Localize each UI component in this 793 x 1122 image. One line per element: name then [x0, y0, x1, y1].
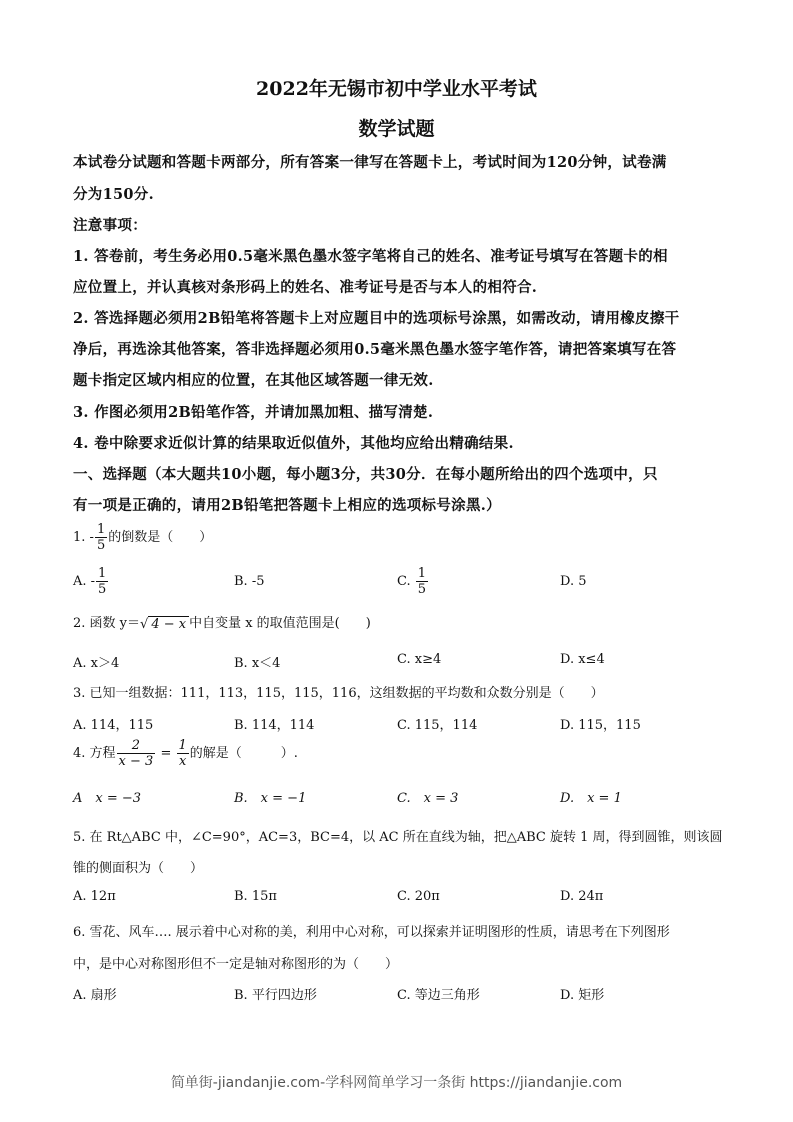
q2-option-b: B. x＜4: [234, 656, 281, 671]
q4-option-d: D. x = 1: [560, 791, 622, 806]
q2-option-c: C. x≥4: [397, 652, 442, 667]
q6-option-d: D. 矩形: [560, 988, 605, 1003]
q6-option-b: B. 平行四边形: [234, 988, 317, 1003]
q1-option-c: C. $\frac{1}{5}$: [397, 566, 427, 597]
question-4: 4. 方程 $\frac{2}{x - 3}$ = $\frac{1}{x}$ 的解是（ ）.: [73, 738, 298, 769]
q5-option-b: B. 15π: [234, 889, 277, 904]
question-6-line-2: 中，是中心对称图形但不一定是轴对称图形的为（ ）: [73, 957, 399, 972]
q1-option-d: D. 5: [560, 574, 587, 589]
question-6-line-1: 6. 雪花、风车…. 展示着中心对称的美，利用中心对称，可以探索并证明图形的性质，请思考在下列图形: [73, 925, 670, 940]
q4-option-b: B. x = −1: [234, 791, 307, 806]
q3-option-a: A. 114，115: [73, 718, 154, 733]
q4-option-c: C. x = 3: [397, 791, 459, 806]
q3-option-b: B. 114，114: [234, 718, 315, 733]
question-5-line-1: 5. 在 Rt△ABC 中，∠C=90°，AC=3，BC=4，以 AC 所在直线为轴，把△ABC 旋转 1 周，得到圆锥，则该圆: [73, 830, 723, 845]
q4-option-a: A x = −3: [73, 791, 142, 806]
question-1: [73, 522, 212, 553]
notice-item: 净后，再选涂其他答案，答非选择题必须用0.5毫米黑色墨水签字笔作答，请把答案填写在答: [73, 341, 677, 358]
q5-option-c: C. 20π: [397, 889, 440, 904]
question-3: 3. 已知一组数据：111，113，115，115，116，这组数据的平均数和众数分别是（ ）: [73, 686, 604, 701]
sqrt-expression: √ 4 − x: [140, 616, 189, 632]
q6-option-c: C. 等边三角形: [397, 988, 480, 1003]
notice-item: 应位置上，并认真核对条形码上的姓名、准考证号是否与本人的相符合.: [73, 279, 538, 296]
q2-option-d: D. x≤4: [560, 652, 605, 667]
q1-prefix: 1. -: [73, 530, 94, 545]
notice-item: 题卡指定区域内相应的位置，在其他区域答题一律无效.: [73, 372, 434, 389]
q1-option-b: B. -5: [234, 574, 265, 589]
fraction: $\frac{1}{5}$: [96, 522, 106, 553]
notice-item: 4. 卷中除要求近似计算的结果取近似值外，其他均应给出精确结果.: [73, 435, 514, 452]
notice-item: 1. 答卷前，考生务必用0.5毫米黑色墨水签字笔将自己的姓名、准考证号填写在答题卡的相: [73, 248, 668, 265]
q1-option-a: A. - $\frac{1}{5}$: [73, 566, 107, 597]
q3-option-c: C. 115，114: [397, 718, 478, 733]
notice-item: 3. 作图必须用2B铅笔作答，并请加黑加粗、描写清楚.: [73, 404, 434, 421]
question-5-line-2: 锥的侧面积为（ ）: [73, 861, 204, 876]
page-footer: 简单街-jiandanjie.com-学科网简单学习一条街 https://jiandanjie.com: [170, 1075, 623, 1091]
intro-line-1: 本试卷分试题和答题卡两部分，所有答案一律写在答题卡上，考试时间为120分钟，试卷满: [73, 154, 667, 171]
q1-suffix: 的倒数是（ ）: [108, 530, 213, 545]
q2-option-a: A. x＞4: [73, 656, 120, 671]
exam-subtitle: 数学试题: [358, 118, 435, 140]
section-heading-line-2: 有一项是正确的，请用2B铅笔把答题卡上相应的选项标号涂黑.）: [73, 497, 501, 514]
question-2: 2. 函数 y＝√ 4 − x 中自变量 x 的取值范围是( ): [73, 616, 371, 632]
exam-title: 2022年无锡市初中学业水平考试: [256, 78, 537, 100]
notice-item: 2. 答选择题必须用2B铅笔将答题卡上对应题目中的选项标号涂黑，如需改动，请用橡皮擦干: [73, 310, 680, 327]
intro-line-2: 分为150分.: [73, 186, 154, 203]
notice-heading: 注意事项：: [73, 217, 147, 234]
q5-option-a: A. 12π: [73, 889, 116, 904]
q5-option-d: D. 24π: [560, 889, 604, 904]
section-heading-line-1: 一、选择题（本大题共10小题，每小题3分，共30分．在每小题所给出的四个选项中，只: [73, 466, 658, 483]
q3-option-d: D. 115，115: [560, 718, 641, 733]
q6-option-a: A. 扇形: [73, 988, 117, 1003]
